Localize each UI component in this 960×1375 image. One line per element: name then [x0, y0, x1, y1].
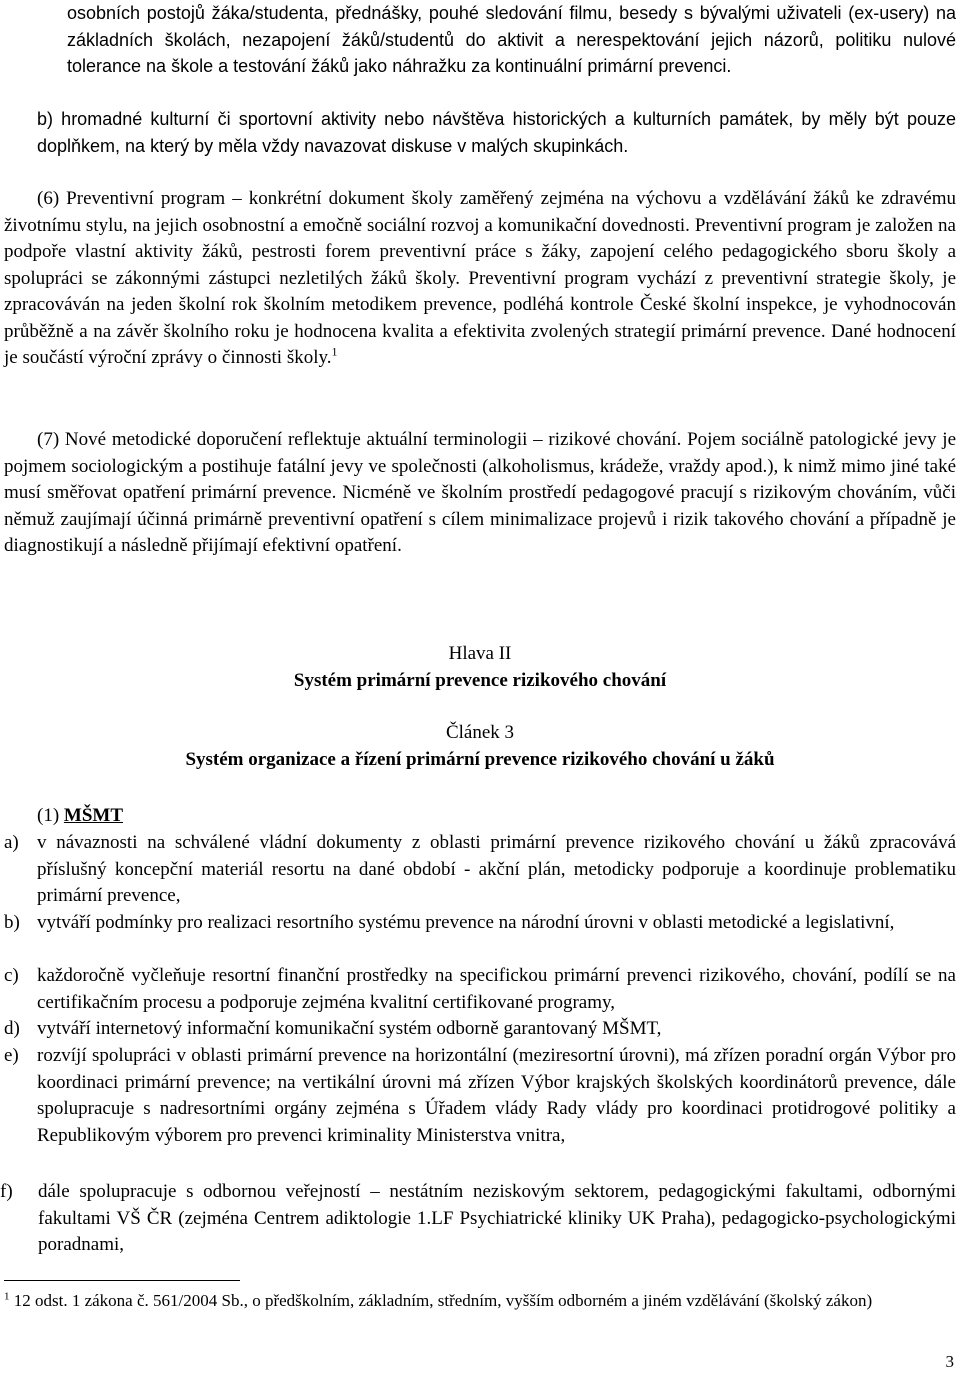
- list-item-text: dále spolupracuje s odbornou veřejností – nestátním neziskovým sektorem, pedagogickými fakultami, odbornými fakultami VŠ ČR (zejména Centrem adiktologie 1.LF Psychiatrické kliniky UK Praha), pedagogicko-psychologickými poradnami,: [38, 1181, 956, 1255]
- list-marker: d): [4, 1018, 20, 1039]
- footnote-text: 12 odst. 1 zákona č. 561/2004 Sb., o předškolním, základním, středním, vyšším odborném a jiném vzdělávání (školský zákon): [9, 1291, 873, 1310]
- list-item-f: [0, 1179, 956, 1259]
- hlava-title: Systém primární prevence rizikového chování: [293, 670, 667, 691]
- list-marker: e): [4, 1045, 19, 1066]
- footnote: [4, 1289, 956, 1313]
- list-item-text: rozvíjí spolupráci v oblasti primární prevence na horizontální (meziresortní úrovni), má zřízen poradní orgán Výbor pro koordinaci primární prevence; na vertikální úrovni má zřízen Výbor krajských školských koordinátorů prevence, dále spolupracuje s nadresortními orgány zejména s Úřadem vlády Rady vlády pro koordinaci protidrogové politiky a Republikovým výborem pro prevenci kriminality Ministerstva vnitra,: [37, 1045, 956, 1146]
- clanek-heading: Článek 3: [445, 722, 515, 743]
- list-marker: a): [4, 832, 19, 853]
- paragraph-6-text: (6) Preventivní program – konkrétní dokument školy zaměřený zejména na výchovu a vzdělávání žáků ke zdravému životnímu stylu, na jejich osobnostní a emočně sociální rozvoj a komunikační dovednosti. Preventivní program je založen na podpoře vlastní aktivity žáků, pestrosti forem preventivní práce s žáky, zapojení celého pedagogického sboru školy a spolupráci se zákonnými zástupci nezletilých žáků školy. Preventivní program vychází z preventivní strategie školy, je zpracováván na jeden školní rok školním metodikem prevence, podléhá kontrole České školní inspekce, je vyhodnocován průběžně a na závěr školního roku je hodnocena kvalita a efektivita zvolených strategií primární prevence. Dané hodnocení je součástí výroční zprávy o činnosti školy.: [4, 188, 956, 368]
- footnote-number: 1: [4, 1290, 10, 1303]
- hlava-heading: Hlava II: [448, 643, 512, 664]
- list-marker: f): [0, 1181, 13, 1202]
- list-item-c: [4, 963, 956, 1016]
- page-number: 3: [945, 1352, 954, 1371]
- list-item-text: v návaznosti na schválené vládní dokumenty z oblasti primární prevence rizikového chování u žáků zpracovává příslušný koncepční materiál resortu na dané období - akční plán, metodicky podporuje a koordinuje problematiku primární prevence,: [37, 832, 956, 906]
- list-marker: c): [4, 965, 19, 986]
- footnote-separator: [4, 1280, 240, 1281]
- list-item-b-intro: b) hromadné kulturní či sportovní aktivity nebo návštěva historických a kulturních památek, by měly být pouze doplňkem, na který by měla vždy navazovat diskuse v malých skupinkách.: [37, 109, 956, 156]
- msmt-label-name: MŠMT: [63, 805, 124, 826]
- footnote-ref: 1: [331, 344, 338, 359]
- list-item-e: [4, 1043, 956, 1149]
- paragraph-7: (7) Nové metodické doporučení reflektuje aktuální terminologii – rizikové chování. Pojem sociálně patologické jevy je pojmem sociologickým a postihuje fatální jevy ve společnosti (alkoholismus, krádeže, vraždy apod.), k nimž mimo jiné také musí směřovat opatření primární prevence. Nicméně ve školním prostředí pedagogové pracují s rizikovým chováním, vůči němuž zaujímají účinná primárně preventivní opatření s cílem minimalizace projevů i rizik takového chování a případně je diagnostikují a následně přijímají efektivní opatření.: [4, 429, 956, 556]
- list-item-d: [4, 1016, 956, 1043]
- paragraph-6: [4, 186, 956, 372]
- list-item-a: [4, 830, 956, 910]
- list-marker: b): [4, 912, 20, 933]
- clanek-title: Systém organizace a řízení primární prevence rizikového chování u žáků: [185, 749, 775, 770]
- list-item-text: vytváří podmínky pro realizaci resortního systému prevence na národní úrovni v oblasti metodické a legislativní,: [37, 912, 895, 933]
- list-item-b: [4, 910, 956, 937]
- msmt-label: [37, 803, 337, 830]
- list-item-text: každoročně vyčleňuje resortní finanční prostředky na specifickou primární prevenci rizikového, chování, podílí se na certifikačním procesu a podporuje zejména kvalitní certifikované programy,: [37, 965, 956, 1013]
- msmt-label-number: (1): [37, 805, 60, 826]
- continued-paragraph: osobních postojů žáka/studenta, přednášky, pouhé sledování filmu, besedy s bývalými uživateli (ex-usery) na základních školách, nezapojení žáků/studentů do aktivit a nerespektování jejich názorů, politiku nulové tolerance na škole a testování žáků jako náhražku za kontinuální primární prevenci.: [67, 3, 956, 76]
- list-item-text: vytváří internetový informační komunikační systém odborně garantovaný MŠMT,: [37, 1018, 662, 1039]
